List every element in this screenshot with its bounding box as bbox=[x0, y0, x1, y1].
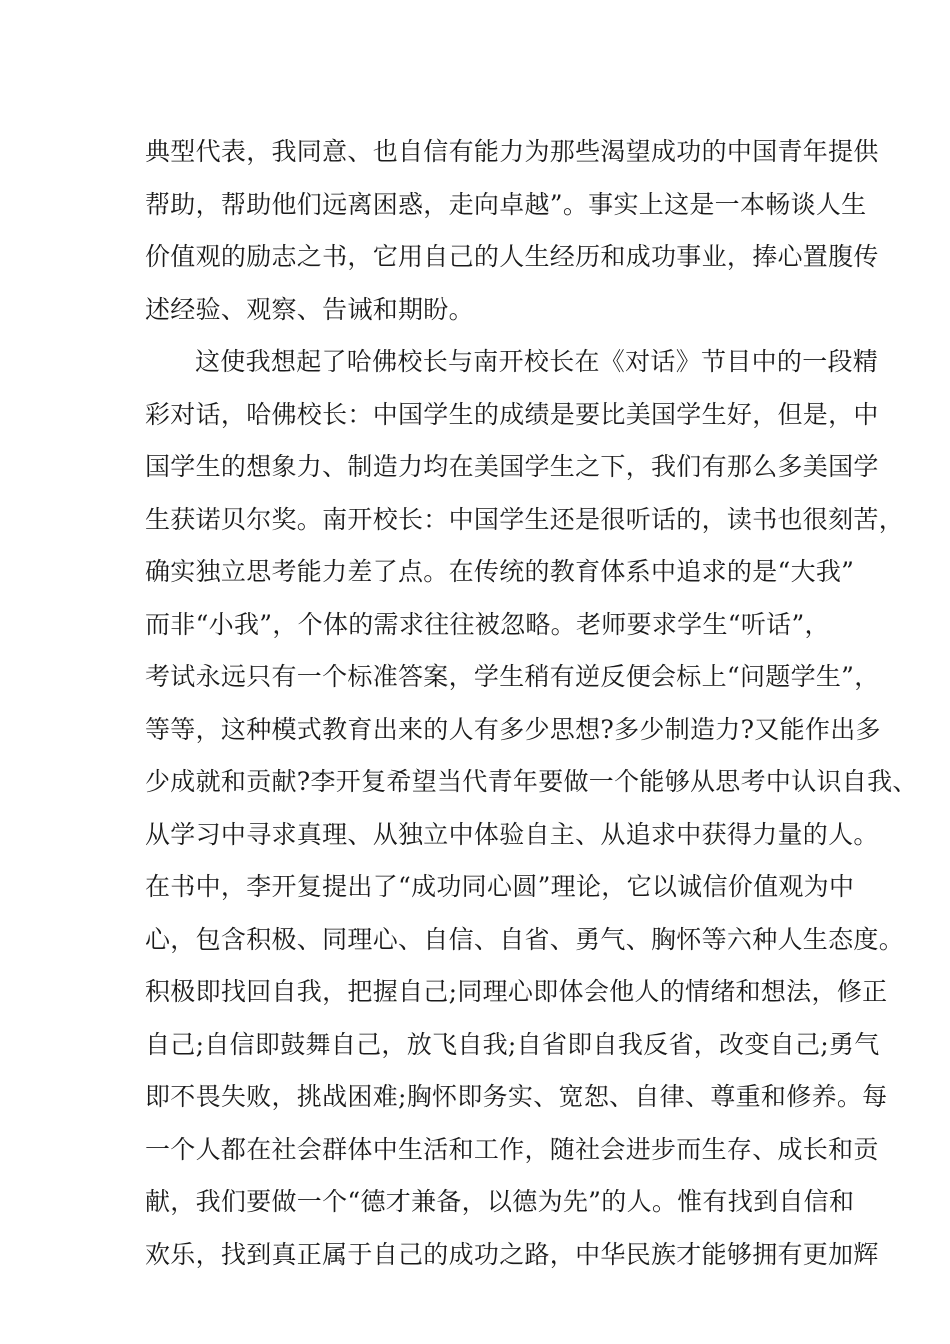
text-line: 价值观的励志之书，它用自己的人生经历和成功事业，捧心置腹传 bbox=[145, 242, 879, 271]
text-line: 典型代表，我同意、也自信有能力为那些渴望成功的中国青年提供 bbox=[145, 137, 879, 166]
paragraph-start-line: 这使我想起了哈佛校长与南开校长在《对话》节目中的一段精 bbox=[195, 347, 879, 376]
text-line: 在书中，李开复提出了“成功同心圆”理论，它以诚信价值观为中 bbox=[145, 872, 855, 901]
text-line: 少成就和贡献?李开复希望当代青年要做一个能够从思考中认识自我、 bbox=[145, 767, 918, 796]
text-line: 积极即找回自我，把握自己;同理心即体会他人的情绪和想法，修正 bbox=[145, 977, 888, 1006]
text-line: 献，我们要做一个“德才兼备，以德为先”的人。惟有找到自信和 bbox=[145, 1187, 855, 1216]
text-line: 即不畏失败，挑战困难;胸怀即务实、宽恕、自律、尊重和修养。每 bbox=[145, 1082, 888, 1111]
text-line: 而非“小我”，个体的需求往往被忽略。老师要求学生“听话”， bbox=[145, 609, 830, 639]
text-line: 一个人都在社会群体中生活和工作，随社会进步而生存、成长和贡 bbox=[145, 1134, 879, 1164]
text-line: 国学生的想象力、制造力均在美国学生之下，我们有那么多美国学 bbox=[145, 452, 879, 481]
text-line: 考试永远只有一个标准答案，学生稍有逆反便会标上“问题学生”， bbox=[145, 662, 880, 691]
text-line: 等等，这种模式教育出来的人有多少思想?多少制造力?又能作出多 bbox=[145, 714, 881, 744]
text-line: 从学习中寻求真理、从独立中体验自主、从追求中获得力量的人。 bbox=[145, 819, 879, 849]
body-text bbox=[145, 126, 918, 1281]
text-line: 帮助，帮助他们远离困惑，走向卓越”。事实上这是一本畅谈人生 bbox=[145, 189, 867, 219]
text-line: 确实独立思考能力差了点。在传统的教育体系中追求的是“大我” bbox=[145, 557, 855, 586]
text-line: 欢乐，找到真正属于自己的成功之路，中华民族才能够拥有更加辉 bbox=[145, 1239, 879, 1269]
text-line: 彩对话，哈佛校长：中国学生的成绩是要比美国学生好，但是，中 bbox=[145, 399, 879, 429]
text-line: 述经验、观察、告诫和期盼。 bbox=[145, 294, 474, 324]
text-line: 自己;自信即鼓舞自己，放飞自我;自省即自我反省，改变自己;勇气 bbox=[145, 1029, 880, 1059]
text-line: 心，包含积极、同理心、自信、自省、勇气、胸怀等六种人生态度。 bbox=[145, 924, 905, 954]
text-line: 生获诺贝尔奖。南开校长：中国学生还是很听话的，读书也很刻苦， bbox=[145, 504, 905, 534]
